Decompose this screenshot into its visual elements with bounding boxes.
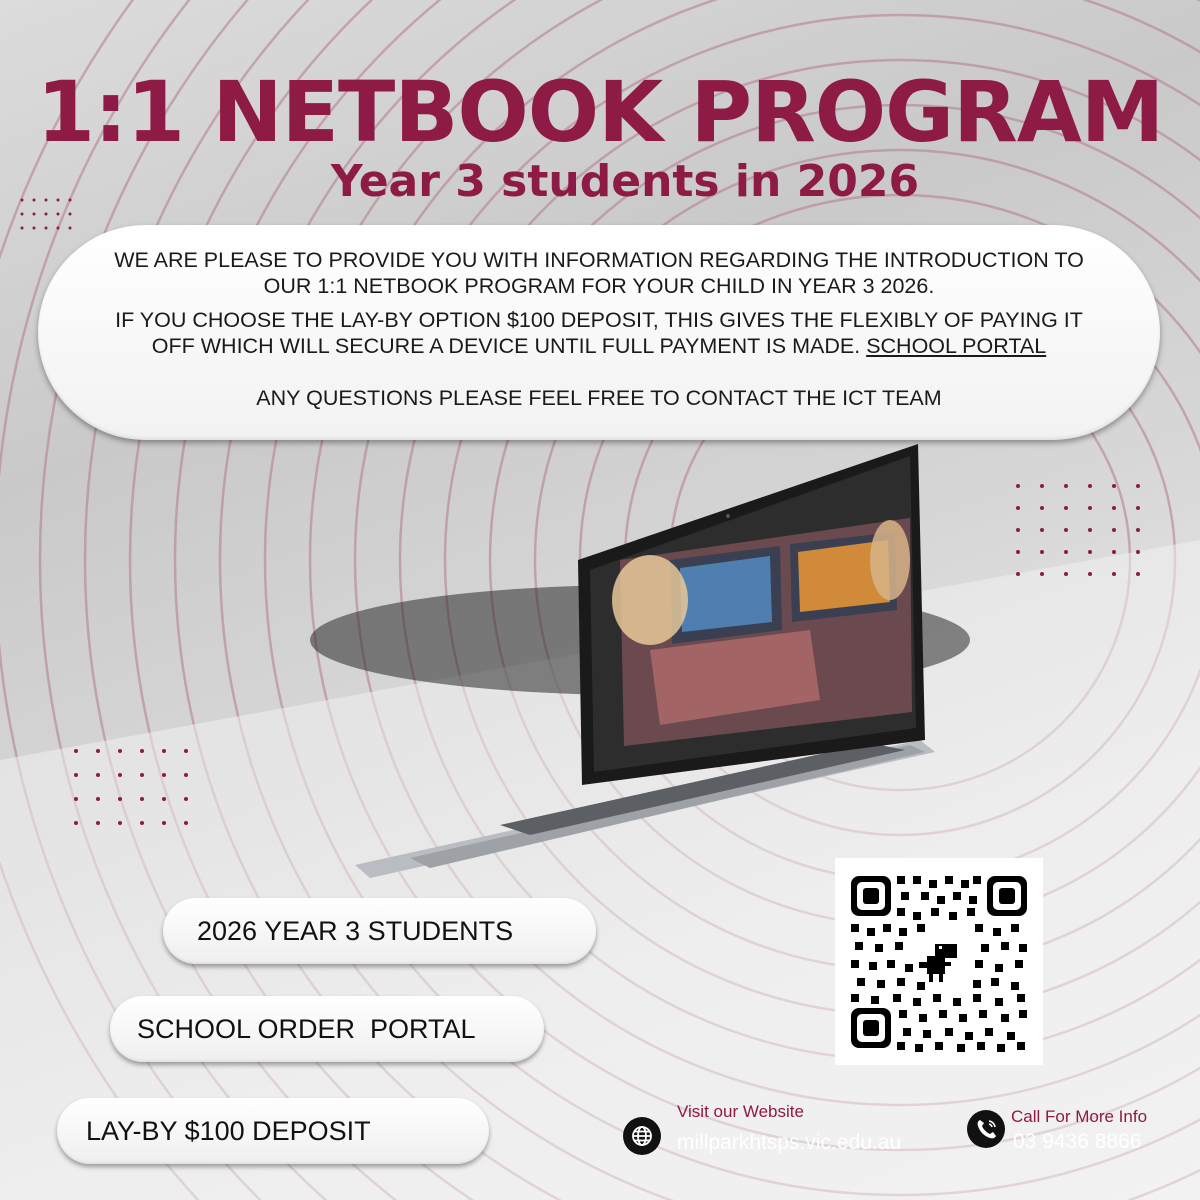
- page-title: 1:1 NETBOOK PROGRAM: [36, 63, 1164, 161]
- school-portal-link[interactable]: SCHOOL PORTAL: [866, 334, 1047, 358]
- school-order-portal-label: SCHOOL ORDER PORTAL: [137, 1014, 476, 1044]
- year3-students-label: 2026 YEAR 3 STUDENTS: [197, 916, 514, 946]
- qr-code[interactable]: [835, 858, 1043, 1065]
- laptop-illustration: [350, 440, 940, 880]
- info-layby-body: IF YOU CHOOSE THE LAY-BY OPTION $100 DEPOSIT, THIS GIVES THE FLEXIBLY OF PAYING IT OFF WHICH WILL SECURE A DEVICE UNTIL FULL PAYMENT IS MADE.: [115, 308, 1083, 358]
- dot-grid-top-left: [18, 196, 78, 256]
- info-layby-text: [98, 307, 1100, 359]
- website-label: Visit our Website: [677, 1102, 804, 1121]
- info-panel: [38, 225, 1160, 440]
- layby-deposit-button[interactable]: [57, 1098, 489, 1164]
- dot-grid-left: [70, 745, 200, 845]
- page-subtitle: Year 3 students in 2026: [330, 156, 920, 207]
- info-intro-text: WE ARE PLEASE TO PROVIDE YOU WITH INFORMATION REGARDING THE INTRODUCTION TO OUR 1:1 NETBOOK PROGRAM FOR YOUR CHILD IN YEAR 3 2026.: [114, 248, 1084, 298]
- year3-students-button[interactable]: [163, 898, 596, 964]
- phone-label: Call For More Info: [1011, 1107, 1148, 1126]
- dot-grid-right: [1012, 480, 1152, 590]
- school-order-portal-button[interactable]: [110, 996, 544, 1062]
- info-contact-text: ANY QUESTIONS PLEASE FEEL FREE TO CONTACT THE ICT TEAM: [256, 386, 942, 410]
- globe-icon: [623, 1117, 661, 1155]
- website-link[interactable]: millparkhtsps.vic.edu.au: [677, 1131, 902, 1154]
- phone-number[interactable]: 03 9436 8866: [1013, 1130, 1142, 1153]
- layby-deposit-label: LAY-BY $100 DEPOSIT: [86, 1116, 371, 1146]
- qr-code-graphic: [835, 858, 1043, 1065]
- phone-icon: [967, 1110, 1005, 1148]
